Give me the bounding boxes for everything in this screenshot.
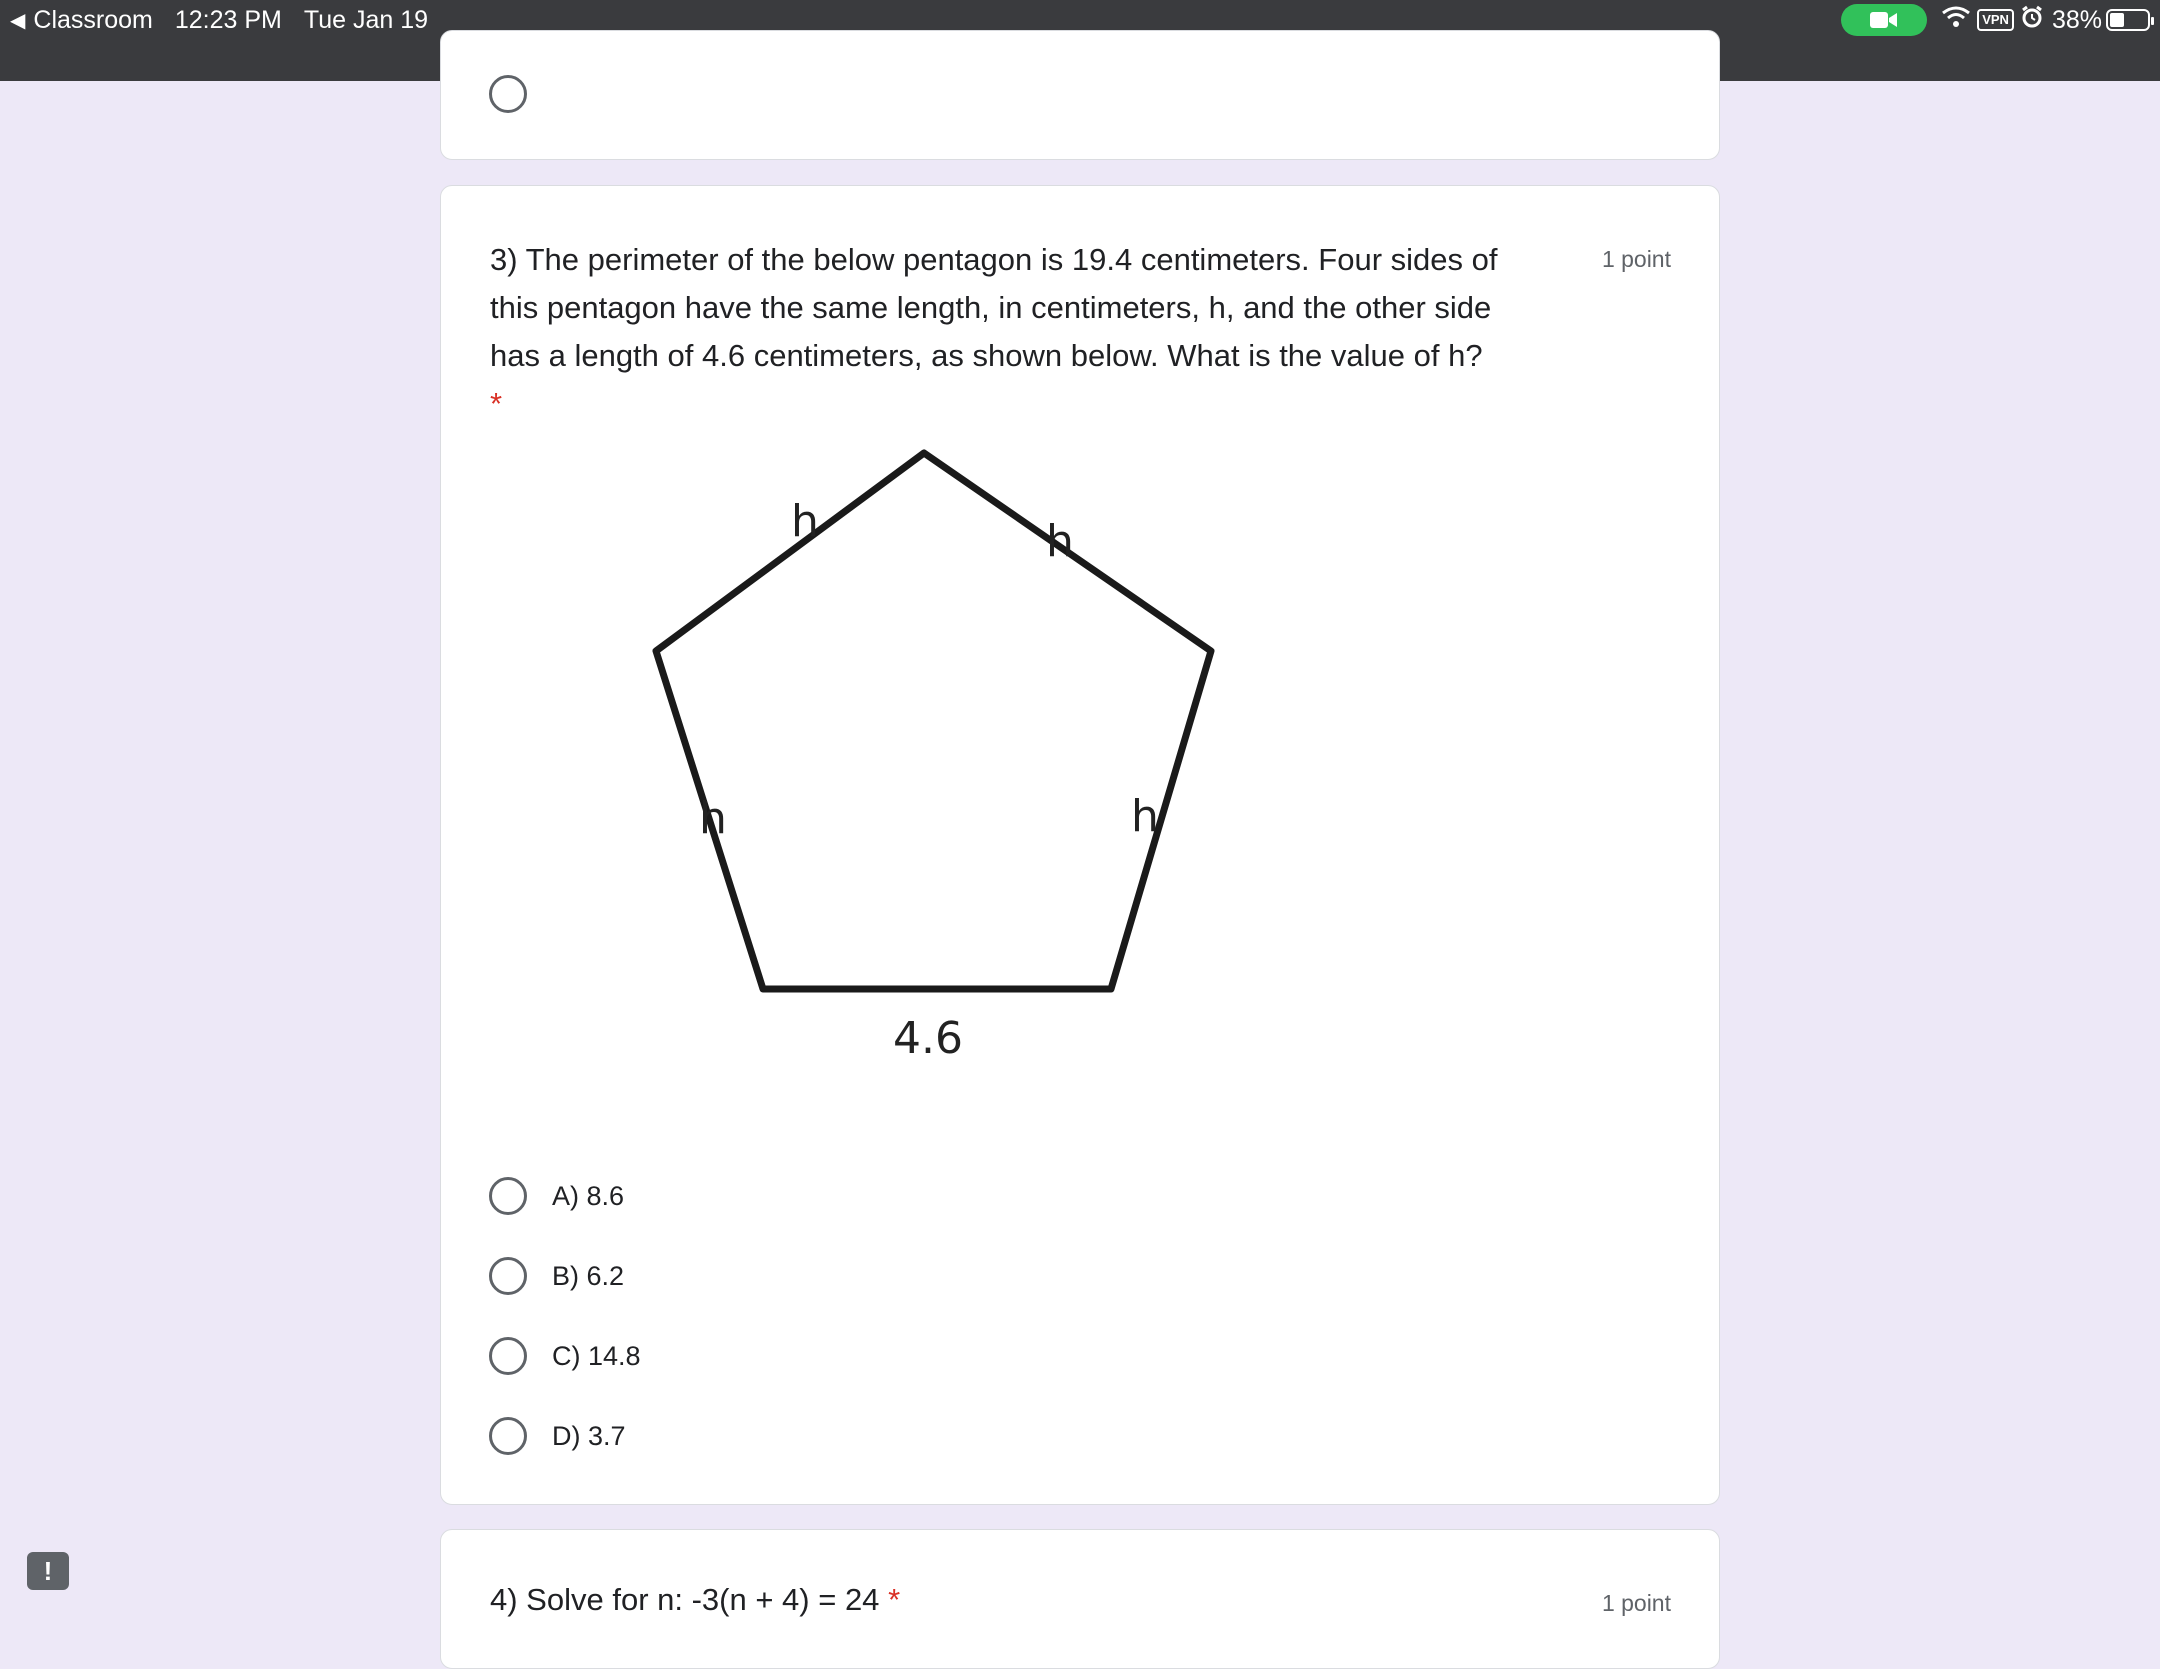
option-label[interactable]: C) 14.8 xyxy=(552,1340,641,1371)
wifi-icon xyxy=(1941,5,1971,36)
question-text-body: 4) Solve for n: -3(n + 4) = 24 xyxy=(490,1582,880,1617)
question-text xyxy=(490,1582,900,1618)
status-bar-right xyxy=(1841,4,2150,36)
side-label-right: h xyxy=(1131,791,1159,842)
base-label: 4.6 xyxy=(893,1013,963,1064)
option-d[interactable] xyxy=(489,1396,641,1476)
answer-options xyxy=(489,1156,641,1476)
option-label[interactable]: D) 3.7 xyxy=(552,1420,626,1451)
radio-button[interactable] xyxy=(489,1177,527,1215)
pentagon-shape xyxy=(656,453,1211,989)
question-points: 1 point xyxy=(1601,1590,1671,1616)
side-label-top-right: h xyxy=(1046,516,1074,567)
previous-question-card xyxy=(440,30,1720,160)
required-asterisk: * xyxy=(490,386,503,421)
back-app-label[interactable]: Classroom xyxy=(33,5,153,34)
option-b[interactable] xyxy=(489,1236,641,1316)
radio-button[interactable] xyxy=(489,75,527,113)
question-text xyxy=(490,236,1500,428)
side-label-left: h xyxy=(699,793,727,844)
vpn-badge: VPN xyxy=(1977,9,2014,31)
camera-icon xyxy=(1841,4,1927,36)
status-bar-left xyxy=(10,4,428,36)
option-c[interactable] xyxy=(489,1316,641,1396)
question-text-body: 3) The perimeter of the below pentagon is 19.4 centimeters. Four sides of this pentagon have the same length, in centimeters, h, and the other side has a length of 4.6 centimeters, as shown below. What is the value of h? xyxy=(490,242,1498,373)
feedback-label: ! xyxy=(43,1555,53,1586)
alarm-icon xyxy=(2020,5,2044,36)
option-label[interactable]: B) 6.2 xyxy=(552,1260,625,1291)
status-time: 12:23 PM xyxy=(174,5,282,34)
required-asterisk: * xyxy=(888,1582,901,1617)
question-card-4 xyxy=(440,1529,1720,1669)
feedback-icon[interactable] xyxy=(27,1552,69,1590)
radio-button[interactable] xyxy=(489,1257,527,1295)
back-arrow-icon[interactable]: ◀ xyxy=(10,9,26,32)
status-date: Tue Jan 19 xyxy=(303,5,429,34)
battery-percent: 38% xyxy=(2051,5,2102,34)
option-label[interactable]: A) 8.6 xyxy=(552,1180,625,1211)
question-points: 1 point xyxy=(1601,246,1671,272)
pentagon-figure xyxy=(641,441,1241,1081)
radio-button[interactable] xyxy=(489,1417,527,1455)
question-card-3 xyxy=(440,185,1720,1505)
radio-button[interactable] xyxy=(489,1337,527,1375)
side-label-top-left: h xyxy=(791,496,819,547)
battery-icon xyxy=(2106,9,2150,31)
option-a[interactable] xyxy=(489,1156,641,1236)
